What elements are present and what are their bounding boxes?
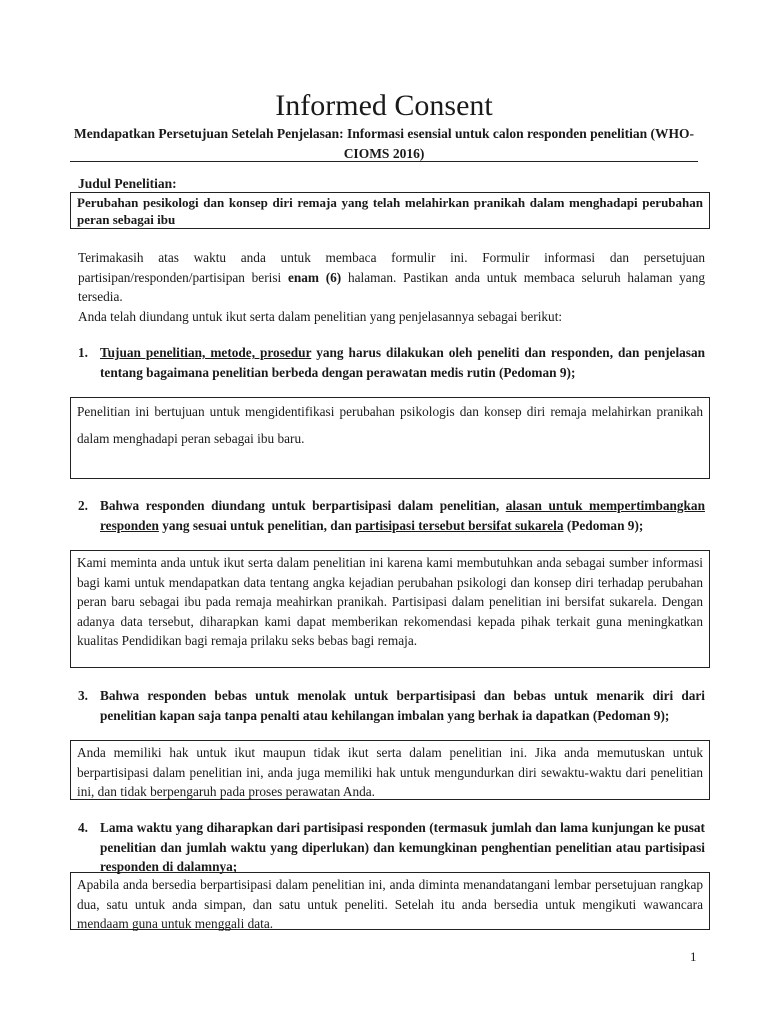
intro-paragraph-2: Anda telah diundang untuk ikut serta dalam penelitian yang penjelasannya sebagai berikut: <box>78 308 563 324</box>
answer-box-1: Penelitian ini bertujuan untuk mengidentifikasi perubahan psikologis dan konsep diri remaja melahirkan pranikah dalam menghadapi peran sebagai ibu baru. <box>70 397 710 479</box>
question-2: 2. Bahwa responden diundang untuk berpartisipasi dalam penelitian, alasan untuk mempertimbangkan responden yang sesuai untuk penelitian, dan partisipasi tersebut bersifat sukarela (Pedoman 9); <box>78 498 705 533</box>
research-title-box: Perubahan pesikologi dan konsep diri remaja yang telah melahirkan pranikah dalam menghadapi perubahan peran sebagai ibu <box>70 192 710 229</box>
question-4: 4. Lama waktu yang diharapkan dari partisipasi responden (termasuk jumlah dan lama kunjungan ke pusat penelitian dan jumlah waktu yang diperlukan) dan kemungkinan penghentian penelitian atau partisipasi responden di dalamnya; <box>78 820 705 874</box>
intro-text <box>78 248 705 326</box>
intro-paragraph-1: Terimakasih atas waktu anda untuk membaca formulir ini. Formulir informasi dan persetujuan partisipan/responden/partisipan berisi enam (6) halaman. Pastikan anda untuk membaca seluruh halaman yang tersedia. <box>78 250 705 304</box>
divider <box>70 161 698 162</box>
page-title: Informed Consent <box>275 89 493 122</box>
research-title-label: Judul Penelitian: <box>78 176 177 191</box>
question-1: 1. Tujuan penelitian, metode, prosedur yang harus dilakukan oleh peneliti dan responden, dan penjelasan tentang bagaimana penelitian berbeda dengan perawatan medis rutin (Pedoman 9); <box>78 345 705 380</box>
answer-box-3: Anda memiliki hak untuk ikut maupun tidak ikut serta dalam penelitian ini. Jika anda memutuskan untuk berpartisipasi dalam penelitian ini, anda juga memiliki hak untuk mengundurkan diri sewaktu-waktu dari penelitian ini, dan tidak berpengaruh pada proses perawatan Anda. <box>70 740 710 800</box>
question-3: 3. Bahwa responden bebas untuk menolak untuk berpartisipasi dan bebas untuk menarik diri dari penelitian kapan saja tanpa penalti atau kehilangan imbalan yang berhak ia dapatkan (Pedoman 9); <box>78 688 705 723</box>
answer-box-2: Kami meminta anda untuk ikut serta dalam penelitian ini karena kami membutuhkan anda sebagai sumber informasi bagi kami untuk mendapatkan data tentang angka kejadian perubahan psikologi dan konsep diri terhadap perubahan peran baru sebagai ibu pada remaja meahirkan pranikah. Partisipasi dalam penelitian ini bersifat sukarela. Dengan adanya data tersebut, diharapkan kami dapat memberikan rekomendasi kepada pihak terkait guna meningkatkan kualitas Pendidikan bagi remaja prilaku seks bebas bagi remaja. <box>70 550 710 668</box>
page-number: 1 <box>690 949 697 964</box>
answer-box-4: Apabila anda bersedia berpartisipasi dalam penelitian ini, anda diminta menandatangani lembar persetujuan rangkap dua, satu untuk anda simpan, dan satu untuk peneliti. Setelah itu anda bersedia untuk mengikuti wawancara mendaam guna untuk menggali data. <box>70 872 710 930</box>
page-subtitle: Mendapatkan Persetujuan Setelah Penjelasan: Informasi esensial untuk calon responden penelitian (WHO-CIOMS 2016) <box>73 126 695 161</box>
